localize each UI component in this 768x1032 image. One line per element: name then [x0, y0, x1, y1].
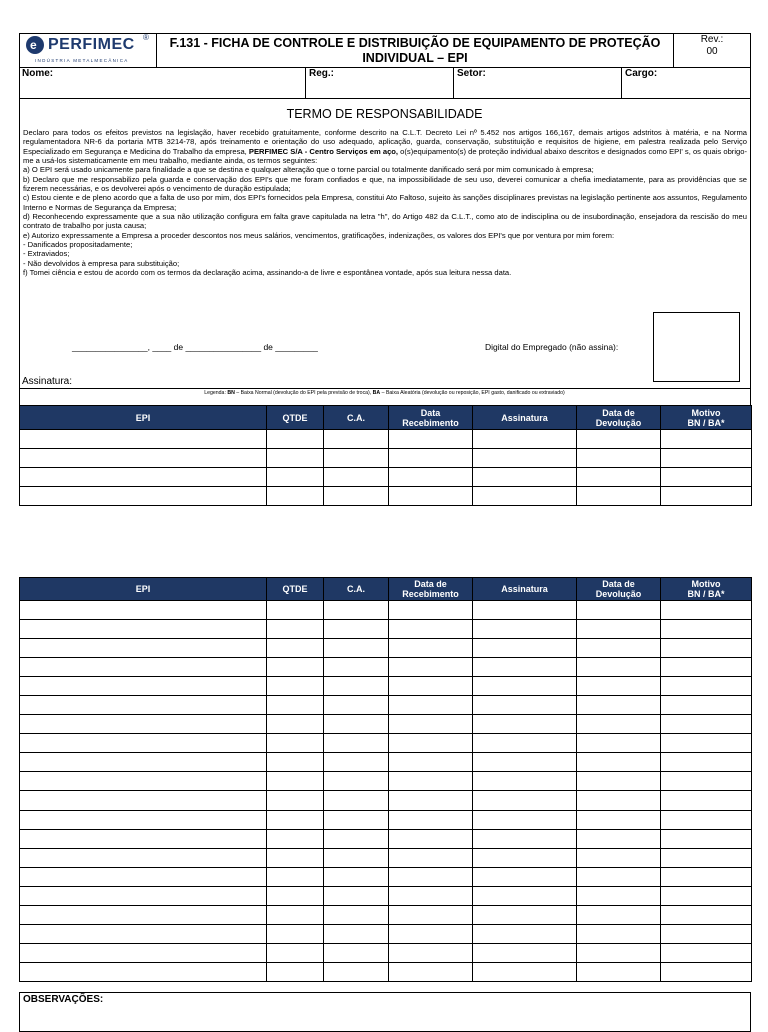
table-cell[interactable] [389, 962, 473, 981]
observations-label: OBSERVAÇÕES: [23, 994, 104, 1005]
table-cell[interactable] [20, 658, 267, 677]
table-cell[interactable] [20, 620, 267, 639]
table-cell[interactable] [577, 810, 661, 829]
table-cell[interactable] [661, 810, 752, 829]
table-cell[interactable] [473, 867, 577, 886]
table-cell[interactable] [473, 753, 577, 772]
term-left-border [19, 98, 20, 405]
table-cell[interactable] [20, 677, 267, 696]
form-title [157, 36, 673, 66]
table-cell[interactable] [473, 430, 577, 449]
table-cell[interactable] [661, 962, 752, 981]
table-cell[interactable] [577, 601, 661, 620]
table-cell[interactable] [267, 658, 324, 677]
term-item-d: d) Reconhecendo expressamente que a sua não utilização configura em falta grave capitulada na letra "h", do Artigo 482 da C.L.T., como ato de indisciplina ou de insubordinação, ensejadora da rescisão do meu contrato de trabalho por justa causa; [23, 212, 747, 231]
table-cell[interactable] [473, 601, 577, 620]
table-cell[interactable] [473, 924, 577, 943]
table-cell[interactable] [20, 848, 267, 867]
col-data-recebimento: Data de Recebimento [389, 578, 473, 601]
col-epi: EPI [20, 578, 267, 601]
table-cell[interactable] [267, 791, 324, 810]
table-cell[interactable] [577, 829, 661, 848]
table-row [20, 734, 752, 753]
table-cell[interactable] [267, 468, 324, 487]
table-row [20, 658, 752, 677]
table-header-row [20, 578, 752, 601]
table-cell[interactable] [324, 658, 389, 677]
table-cell[interactable] [324, 639, 389, 658]
table-row [20, 810, 752, 829]
epi-table-1-body [20, 430, 752, 506]
table-cell[interactable] [267, 449, 324, 468]
signature-label[interactable]: Assinatura: [22, 376, 73, 387]
table-cell[interactable] [473, 791, 577, 810]
table-cell[interactable] [267, 487, 324, 506]
col-ca: C.A. [324, 406, 389, 430]
epi-table-1 [19, 405, 752, 506]
table-cell[interactable] [577, 772, 661, 791]
table-row [20, 715, 752, 734]
table-row [20, 677, 752, 696]
term-subitem-lost: - Extraviados; [23, 249, 70, 259]
table-cell[interactable] [324, 753, 389, 772]
table-cell[interactable] [473, 696, 577, 715]
fingerprint-box[interactable] [653, 312, 740, 382]
table-cell[interactable] [661, 848, 752, 867]
table-cell[interactable] [324, 924, 389, 943]
table-cell[interactable] [324, 715, 389, 734]
table-cell[interactable] [324, 867, 389, 886]
table-cell[interactable] [661, 734, 752, 753]
term-subitem-damaged: - Danificados propositadamente; [23, 240, 133, 250]
table-cell[interactable] [389, 867, 473, 886]
table-cell[interactable] [661, 886, 752, 905]
table-cell[interactable] [577, 753, 661, 772]
table-cell[interactable] [267, 772, 324, 791]
term-title: TERMO DE RESPONSABILIDADE [286, 107, 483, 121]
table-cell[interactable] [389, 449, 473, 468]
table-cell[interactable] [389, 810, 473, 829]
form-right-border-top [750, 33, 751, 105]
table-cell[interactable] [473, 658, 577, 677]
table-cell[interactable] [661, 601, 752, 620]
table-cell[interactable] [577, 715, 661, 734]
col-ca: C.A. [324, 578, 389, 601]
table-cell[interactable] [389, 639, 473, 658]
table-cell[interactable] [20, 886, 267, 905]
table-cell[interactable] [473, 468, 577, 487]
table-cell[interactable] [473, 829, 577, 848]
col-motivo: Motivo BN / BA* [661, 406, 752, 430]
term-body [23, 128, 747, 278]
table-cell[interactable] [324, 905, 389, 924]
table-cell[interactable] [389, 829, 473, 848]
table-cell[interactable] [473, 962, 577, 981]
table-cell[interactable] [267, 601, 324, 620]
table-cell[interactable] [20, 696, 267, 715]
table-row [20, 791, 752, 810]
logo-mark-icon: e [26, 36, 44, 54]
table-cell[interactable] [389, 943, 473, 962]
col-epi: EPI [20, 406, 267, 430]
table-cell[interactable] [20, 449, 267, 468]
table-cell[interactable] [324, 886, 389, 905]
table-cell[interactable] [473, 449, 577, 468]
term-intro: Declaro para todos os efeitos previstos na legislação, haver recebido gratuitamente, conforme descrito na C.L.T. Decreto Lei nº 5.452 nos artigos 166,167, demais artigos adstritos à matéria, e na Norma regulamentadora NR-6 da portaria MTB 3214-78, após treinamento e orientação do uso adequado, aplicação, guarda, conservação, substituição e requisitos de higiene, em palestra realizada pelo Serviço Especializado em Segurança e Medicina do Trabalho da empresa, PERFIMEC S/A - Centro Serviços em aço, o(s)equipamento(s) de proteção individual abaixo descritos e designados como EPI' s, os quais obrigo-me a usá-los sistematicamente em meu trabalho, mediante ainda, os termos seguintes: [23, 128, 747, 166]
form-title-line-1: F.131 - FICHA DE CONTROLE E DISTRIBUIÇÃO DE EQUIPAMENTO DE PROTEÇÃO [169, 36, 661, 50]
table-cell[interactable] [661, 905, 752, 924]
table-cell[interactable] [661, 829, 752, 848]
table-cell[interactable] [267, 867, 324, 886]
table-cell[interactable] [324, 601, 389, 620]
table-cell[interactable] [267, 924, 324, 943]
table-cell[interactable] [389, 620, 473, 639]
table-cell[interactable] [20, 905, 267, 924]
digital-label: Digital do Empregado (não assina): [485, 342, 619, 352]
table-cell[interactable] [267, 715, 324, 734]
table-row [20, 867, 752, 886]
term-right-border [750, 98, 751, 405]
field-nome[interactable]: Nome: [22, 68, 54, 79]
table-row [20, 430, 752, 449]
table-cell[interactable] [324, 829, 389, 848]
table-cell[interactable] [267, 905, 324, 924]
table-cell[interactable] [20, 430, 267, 449]
form-title-line-2: INDIVIDUAL – EPI [362, 51, 468, 65]
table-cell[interactable] [20, 810, 267, 829]
table-cell[interactable] [389, 734, 473, 753]
table-cell[interactable] [267, 886, 324, 905]
table-cell[interactable] [267, 962, 324, 981]
table-cell[interactable] [577, 886, 661, 905]
field-reg[interactable]: Reg.: [309, 68, 334, 79]
table-cell[interactable] [324, 791, 389, 810]
table-cell[interactable] [267, 829, 324, 848]
table-cell[interactable] [661, 715, 752, 734]
table-cell[interactable] [661, 449, 752, 468]
cargo-divider [621, 67, 622, 98]
table-cell[interactable] [20, 734, 267, 753]
col-data-devolucao: Data de Devolução [577, 406, 661, 430]
table-cell[interactable] [324, 677, 389, 696]
table-cell[interactable] [389, 696, 473, 715]
table-cell[interactable] [267, 430, 324, 449]
table-row [20, 449, 752, 468]
table-cell[interactable] [661, 943, 752, 962]
table-cell[interactable] [389, 905, 473, 924]
table-cell[interactable] [577, 430, 661, 449]
table-cell[interactable] [389, 658, 473, 677]
table-cell[interactable] [661, 468, 752, 487]
reg-divider [305, 67, 306, 98]
table-cell[interactable] [473, 943, 577, 962]
table-cell[interactable] [577, 658, 661, 677]
table-row [20, 848, 752, 867]
table-cell[interactable] [324, 487, 389, 506]
table-cell[interactable] [661, 791, 752, 810]
col-data-recebimento: Data Recebimento [389, 406, 473, 430]
fields-bottom-border [19, 98, 751, 99]
table-cell[interactable] [20, 639, 267, 658]
table-cell[interactable] [661, 772, 752, 791]
term-item-c: c) Estou ciente e de pleno acordo que a falta de uso por mim, dos EPI's fornecidos pela Empresa, constitui Ato Faltoso, sujeito às sanções disciplinares previstas na legislação pertinente aos assuntos, Regulamento Interno e Normas de Segurança da Empresa; [23, 193, 747, 212]
table-row [20, 905, 752, 924]
table-cell[interactable] [20, 962, 267, 981]
table-cell[interactable] [577, 449, 661, 468]
table-cell[interactable] [389, 886, 473, 905]
table-cell[interactable] [661, 620, 752, 639]
col-assinatura: Assinatura [473, 406, 577, 430]
col-motivo: Motivo BN / BA* [661, 578, 752, 601]
legend: Legenda: BN – Baixa Normal (devolução do EPI pela previsão de troca), BA – Baixa Aleatória (devolução ou reposição, EPI gasto, danificado ou extraviado) [204, 390, 565, 396]
epi-table-2-body [20, 601, 752, 982]
table-cell[interactable] [20, 791, 267, 810]
table-cell[interactable] [20, 829, 267, 848]
table-cell[interactable] [324, 734, 389, 753]
table-cell[interactable] [20, 924, 267, 943]
company-name: PERFIMEC S/A - Centro Serviços em aço, [248, 146, 399, 156]
col-assinatura: Assinatura [473, 578, 577, 601]
table-cell[interactable] [577, 677, 661, 696]
field-cargo[interactable]: Cargo: [625, 68, 658, 79]
table-cell[interactable] [389, 791, 473, 810]
table-cell[interactable] [389, 772, 473, 791]
table-cell[interactable] [473, 715, 577, 734]
table-cell[interactable] [661, 677, 752, 696]
table-cell[interactable] [389, 430, 473, 449]
table-cell[interactable] [20, 601, 267, 620]
table-cell[interactable] [473, 886, 577, 905]
table-row [20, 962, 752, 981]
table-row [20, 753, 752, 772]
table-cell[interactable] [20, 943, 267, 962]
table-cell[interactable] [389, 924, 473, 943]
table-cell[interactable] [267, 943, 324, 962]
table-cell[interactable] [324, 430, 389, 449]
col-data-devolucao: Data de Devolução [577, 578, 661, 601]
term-item-f: f) Tomei ciência e estou de acordo com os termos da declaração acima, assinando-a de livre e espontânea vontade, após sua leitura nessa data. [23, 268, 512, 278]
table-cell[interactable] [324, 848, 389, 867]
table-cell[interactable] [577, 734, 661, 753]
table-cell[interactable] [324, 810, 389, 829]
table-cell[interactable] [577, 867, 661, 886]
table-cell[interactable] [661, 753, 752, 772]
table-cell[interactable] [389, 848, 473, 867]
table-cell[interactable] [20, 468, 267, 487]
table-cell[interactable] [473, 639, 577, 658]
table-cell[interactable] [473, 677, 577, 696]
table-cell[interactable] [324, 449, 389, 468]
table-cell[interactable] [324, 943, 389, 962]
table-cell[interactable] [473, 734, 577, 753]
term-item-a: a) O EPI será usado unicamente para finalidade a que se destina e qualquer alteração que o torne parcial ou totalmente danificado será por mim comunicado à empresa; [23, 165, 594, 175]
table-cell[interactable] [20, 715, 267, 734]
table-cell[interactable] [267, 734, 324, 753]
table-row [20, 468, 752, 487]
table-cell[interactable] [389, 677, 473, 696]
table-cell[interactable] [577, 962, 661, 981]
table-cell[interactable] [661, 487, 752, 506]
table-row [20, 601, 752, 620]
table-cell[interactable] [577, 791, 661, 810]
table-cell[interactable] [661, 430, 752, 449]
table-cell[interactable] [389, 753, 473, 772]
table-cell[interactable] [473, 620, 577, 639]
table-cell[interactable] [577, 487, 661, 506]
table-cell[interactable] [389, 715, 473, 734]
revision-label: Rev.: [700, 34, 724, 45]
table-cell[interactable] [577, 696, 661, 715]
table-cell[interactable] [473, 487, 577, 506]
table-cell[interactable] [267, 848, 324, 867]
registered-mark: ® [143, 33, 149, 42]
table-cell[interactable] [577, 620, 661, 639]
table-cell[interactable] [267, 639, 324, 658]
table-cell[interactable] [324, 962, 389, 981]
table-cell[interactable] [20, 867, 267, 886]
table-row [20, 696, 752, 715]
table-cell[interactable] [473, 848, 577, 867]
table-cell[interactable] [577, 943, 661, 962]
table-cell[interactable] [324, 620, 389, 639]
date-line[interactable]: ________________, ____ de ________________ de _________ [72, 342, 318, 352]
table-row [20, 886, 752, 905]
table-cell[interactable] [267, 810, 324, 829]
table-cell[interactable] [473, 810, 577, 829]
table-cell[interactable] [267, 620, 324, 639]
term-item-b: b) Declaro que me responsabilizo pela guarda e conservação dos EPI's que me foram confiados e que, na impossibilidade de seu uso, deverei comunicar a chefia imediatamente, para as providências que se fizerem necessárias, e os devolverei após o vencimento de duração estipulada; [23, 174, 747, 194]
table-cell[interactable] [661, 639, 752, 658]
table-cell[interactable] [577, 924, 661, 943]
term-subitem-not-returned: - Não devolvidos à empresa para substituição; [23, 258, 180, 268]
table-cell[interactable] [661, 924, 752, 943]
epi-table-2 [19, 577, 752, 982]
table-cell[interactable] [20, 753, 267, 772]
table-row [20, 924, 752, 943]
field-setor[interactable]: Setor: [457, 68, 486, 79]
setor-divider [453, 67, 454, 98]
table-cell[interactable] [324, 468, 389, 487]
table-row [20, 620, 752, 639]
table-cell[interactable] [20, 487, 267, 506]
table-cell[interactable] [389, 487, 473, 506]
table-cell[interactable] [324, 696, 389, 715]
table-cell[interactable] [661, 696, 752, 715]
table-row [20, 639, 752, 658]
table-row [20, 943, 752, 962]
table-cell[interactable] [473, 905, 577, 924]
table-cell[interactable] [267, 753, 324, 772]
table-cell[interactable] [577, 639, 661, 658]
term-item-e: e) Autorizo expressamente a Empresa a proceder descontos nos meus salários, vencimentos, gratificações, indenizações, os valores dos EPI's que por ventura por mim forem: [23, 230, 615, 240]
revision-value: 00 [706, 46, 718, 57]
table-cell[interactable] [577, 905, 661, 924]
table-cell[interactable] [389, 468, 473, 487]
table-header-row [20, 406, 752, 430]
table-cell[interactable] [389, 601, 473, 620]
table-cell[interactable] [267, 677, 324, 696]
table-cell[interactable] [577, 468, 661, 487]
table-cell[interactable] [20, 772, 267, 791]
col-qtde: QTDE [267, 578, 324, 601]
logo-text: PERFIMEC [48, 36, 135, 53]
table-cell[interactable] [661, 658, 752, 677]
table-cell[interactable] [267, 696, 324, 715]
table-row [20, 487, 752, 506]
col-qtde: QTDE [267, 406, 324, 430]
table-cell[interactable] [661, 867, 752, 886]
observations-box[interactable] [19, 992, 751, 1032]
table-row [20, 772, 752, 791]
table-cell[interactable] [577, 848, 661, 867]
table-row [20, 829, 752, 848]
table-cell[interactable] [324, 772, 389, 791]
logo-subtitle: INDÚSTRIA METALMECÂNICA [35, 58, 129, 63]
table-cell[interactable] [473, 772, 577, 791]
